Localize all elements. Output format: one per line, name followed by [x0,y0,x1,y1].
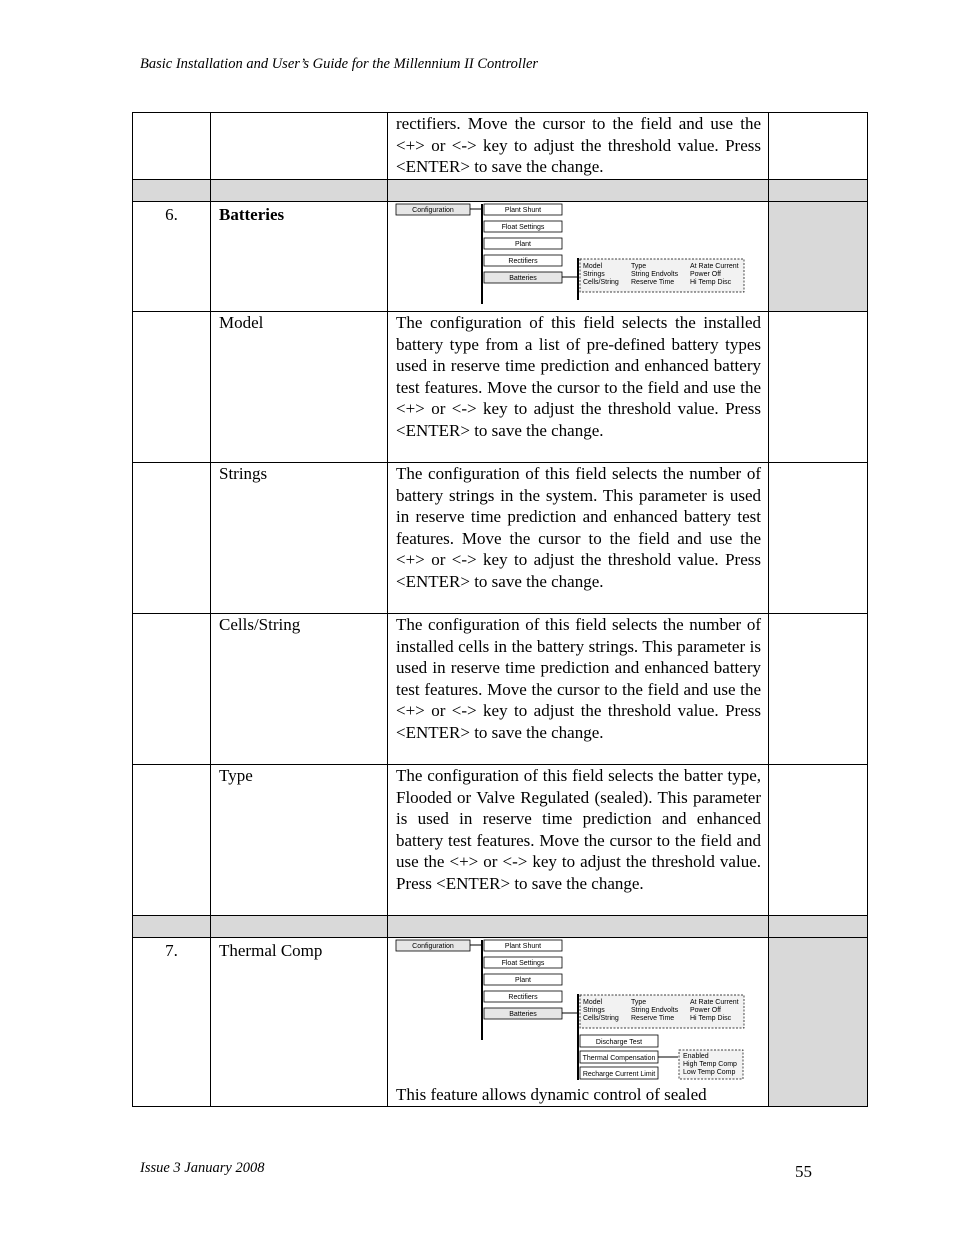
diagram-field: Strings [583,271,605,278]
diagram-menu-item: Recharge Current Limit [582,1071,656,1078]
diagram-field: Hi Temp Disc [690,1015,732,1022]
diagram-field: Cells/String [583,1015,619,1022]
row-label: Type [219,766,253,785]
diagram-menu-item: Float Settings [501,224,545,231]
diagram-menu-item: Rectifiers [508,994,538,1001]
diagram-menu-item: Batteries [509,275,537,282]
row-label: Batteries [219,205,285,224]
diagram-field: High Temp Comp [683,1061,737,1068]
row-description: The configuration of this field selects the number of installed cells in the battery strings. This parameter is used in reserve time prediction and enhanced battery test features. Move the cursor to the field and use the <+> or <-> key to adjust the threshold value. Press <ENTER> to save the change. [396,615,761,742]
diagram-field: Model [583,999,603,1006]
row-description: rectifiers. Move the cursor to the field and use the <+> or <-> key to adjust the threshold value. Press <ENTER> to save the change. [396,114,761,177]
diagram-field: Low Temp Comp [683,1069,736,1076]
separator-row [133,916,868,938]
diagram-menu-item: Float Settings [501,960,545,967]
diagram-field: Cells/String [583,279,619,286]
thermal-comp-menu-diagram [388,938,746,1083]
diagram-field: Model [583,263,603,270]
diagram-field: Type [631,999,647,1006]
diagram-field: Reserve Time [631,1015,675,1022]
diagram-menu-item: Plant [515,241,531,248]
diagram-menu-item: Plant Shunt [504,207,542,214]
diagram-root-label: Configuration [412,943,454,950]
row-description: The configuration of this field selects the installed battery type from a list of pre-defined battery types used in reserve time prediction and enhanced battery test features. Move the cursor to the field and use the <+> or <-> key to adjust the threshold value. Press <ENTER> to save the change. [396,313,761,440]
diagram-menu-item: Batteries [509,1011,537,1018]
diagram-field: Enabled [683,1053,709,1060]
table-row [133,113,868,180]
table-row [133,463,868,614]
row-label: Model [219,313,264,332]
row-label: Strings [219,464,268,483]
diagram-field: At Rate Current [690,999,739,1006]
footer-issue: Issue 3 January 2008 [140,1160,265,1176]
table-row [133,312,868,463]
row-number: 6. [165,205,178,224]
table-row [133,614,868,765]
diagram-field: Reserve Time [631,279,675,286]
diagram-field: Strings [583,1007,605,1014]
diagram-menu-item: Thermal Compensation [582,1055,656,1062]
diagram-field: Power Off [690,271,721,278]
diagram-field: String Endvolts [631,271,679,278]
row-description: The configuration of this field selects the number of battery strings in the system. This parameter is used in reserve time prediction and enhanced battery test features. Move the cursor to the field and use the <+> or <-> key to adjust the threshold value. Press <ENTER> to save the change. [396,464,761,591]
diagram-field: String Endvolts [631,1007,679,1014]
row-number: 7. [165,941,178,960]
diagram-menu-item: Discharge Test [595,1039,643,1046]
table-row [133,202,868,312]
batteries-menu-diagram [388,202,753,310]
running-header: Basic Installation and User’s Guide for the Millennium II Controller [140,56,539,72]
diagram-menu-item: Rectifiers [508,258,538,265]
diagram-field: At Rate Current [690,263,739,270]
diagram-field: Hi Temp Disc [690,279,732,286]
diagram-menu-item: Plant Shunt [504,943,542,950]
row-label: Thermal Comp [219,941,323,960]
table-row [133,765,868,916]
row-description: The configuration of this field selects the batter type, Flooded or Valve Regulated (sealed). This parameter is used in reserve time prediction and enhanced battery test features. Move the cursor to the field and use the <+> or <-> key to adjust the threshold value. Press <ENTER> to save the change. [396,766,761,893]
separator-row [133,180,868,202]
row-label: Cells/String [219,615,301,634]
row-description: This feature allows dynamic control of sealed [396,1085,707,1104]
diagram-field: Type [631,263,647,270]
table-row [133,938,868,1107]
configuration-table [132,112,868,1107]
page-number: 55 [795,1162,812,1181]
diagram-menu-item: Plant [515,977,531,984]
diagram-field: Power Off [690,1007,721,1014]
diagram-root-label: Configuration [412,207,454,214]
